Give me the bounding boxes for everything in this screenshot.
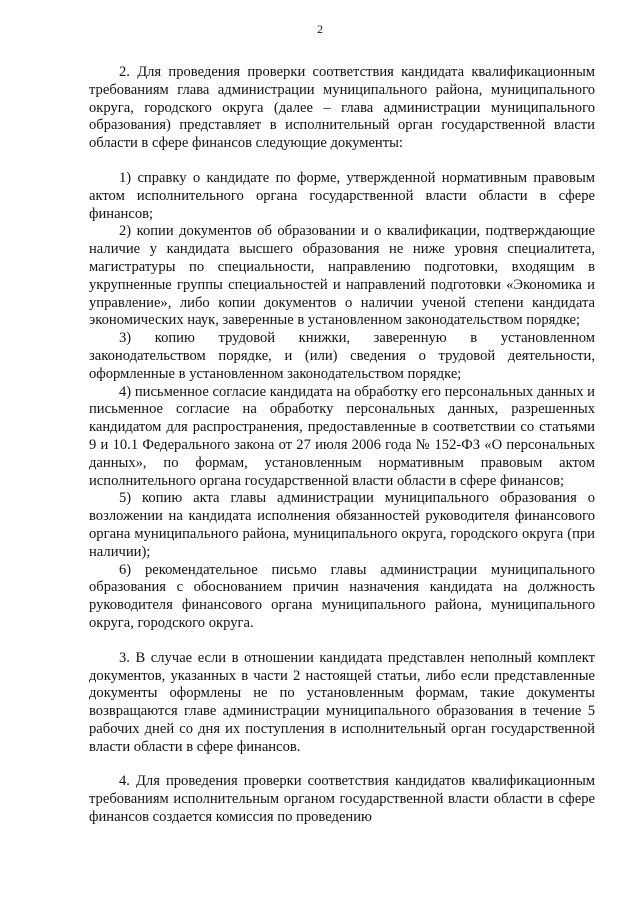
list-item-6: 6) рекомендательное письмо главы администрации муниципального образования с обоснованием причин назначения кандидата на должность руководителя финансового органа муниципального района, муниципального округа, городского округа. — [89, 561, 595, 631]
list-item-5: 5) копию акта главы администрации муниципального образования о возложении на кандидата исполнения обязанностей руководителя финансового органа муниципального района, муниципального округа, городского округа (при наличии); — [89, 490, 595, 560]
paragraph-4: 4. Для проведения проверки соответствия кандидатов квалификационным требованиям исполнительным органом государственной власти области в сфере финансов создается комиссия по проведению — [89, 773, 595, 826]
page-number: 2 — [317, 22, 323, 36]
paragraph-2-intro: 2. Для проведения проверки соответствия кандидата квалификационным требованиям глава администрации муниципального района, муниципального округа, городского округа (далее – глава администрации муниципального образования) представляет в исполнительный орган государственной власти области в сфере финансов следующие документы: — [89, 64, 595, 152]
list-item-4: 4) письменное согласие кандидата на обработку его персональных данных и письменное согласие на обработку персональных данных, разрешенных кандидатом для распространения, предоставленные в соответствии со статьями 9 и 10.1 Федерального закона от 27 июля 2006 года № 152-ФЗ «О персональных данных», по формам, установленным нормативным правовым актом исполнительного органа государственной власти области в сфере финансов; — [89, 383, 595, 489]
document-body — [89, 64, 595, 827]
list-item-3: 3) копию трудовой книжки, заверенную в установленном законодательством порядке, и (или) сведения о трудовой деятельности, оформленные в установленном законодательством порядке; — [89, 330, 595, 382]
list-item-1: 1) справку о кандидате по форме, утвержденной нормативным правовым актом исполнительного органа государственной власти области в сфере финансов; — [89, 169, 595, 222]
paragraph-3: 3. В случае если в отношении кандидата представлен неполный комплект документов, указанных в части 2 настоящей статьи, либо если представленные документы оформлены не по установленным формам, такие документы возвращаются главе администрации муниципального образования в течение 5 рабочих дней со дня их поступления в исполнительный орган государственной власти области в сфере финансов. — [89, 649, 595, 755]
list-item-2: 2) копии документов об образовании и о квалификации, подтверждающие наличие у кандидата высшего образования не ниже уровня специалитета, магистратуры по специальности, направлению подготовки, входящим в укрупненные группы специальностей и направлений подготовки «Экономика и управление», либо копии документов о наличии ученой степени кандидата экономических наук, заверенные в установленном законодательством порядке; — [89, 223, 595, 329]
